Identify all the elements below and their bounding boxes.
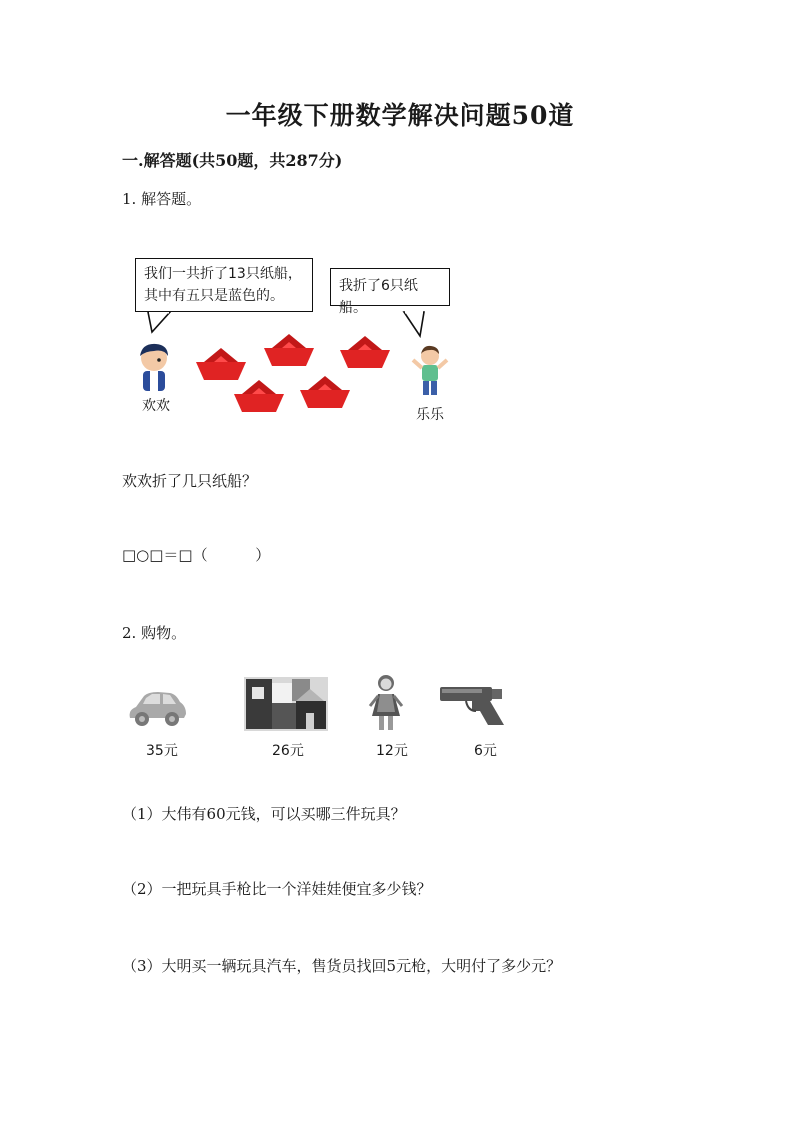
toy-car-icon <box>126 688 188 730</box>
question-2-label: 2. 购物。 <box>122 624 187 642</box>
speech-bubble-left-line-2: 其中有五只是蓝色的。 <box>144 288 284 304</box>
question-1-label: 1. 解答题。 <box>122 190 202 208</box>
question-1-text: 欢欢折了几只纸船？ <box>122 472 258 490</box>
paper-boat-icon <box>340 336 390 368</box>
toy-gun-icon <box>438 683 510 729</box>
speech-bubble-left-line-1: 我们一共折了13只纸船， <box>144 266 302 282</box>
doll-icon <box>366 672 406 734</box>
toy-blocks-icon <box>244 677 328 731</box>
question-1-illustration <box>130 256 460 436</box>
price-doll: 12元 <box>376 743 408 759</box>
price-toy-car: 35元 <box>146 743 178 759</box>
section-heading: 一.解答题(共50题，共287分) <box>122 151 343 170</box>
price-toy-blocks: 26元 <box>272 743 304 759</box>
paper-boats <box>130 256 460 436</box>
question-2-sub-2: （2）一把玩具手枪比一个洋娃娃便宜多少钱？ <box>122 880 432 898</box>
paper-boat-icon <box>264 334 314 366</box>
question-2-sub-3: （3）大明买一辆玩具汽车，售货员找回5元枪，大明付了多少元？ <box>122 957 562 975</box>
speech-bubble-right: 我折了6只纸船。 <box>330 268 450 306</box>
paper-boat-icon <box>234 380 284 412</box>
paper-boat-icon <box>300 376 350 408</box>
name-lele: 乐乐 <box>416 407 444 423</box>
paper-boat-icon <box>196 348 246 380</box>
page-title: 一年级下册数学解决问题50道 <box>225 101 575 130</box>
question-2-sub-1: （1）大伟有60元钱，可以买哪三件玩具？ <box>122 805 406 823</box>
question-1-answer-template: □○□＝□（ ） <box>122 546 271 564</box>
price-toy-gun: 6元 <box>474 743 497 759</box>
name-huanhuan: 欢欢 <box>142 398 170 414</box>
